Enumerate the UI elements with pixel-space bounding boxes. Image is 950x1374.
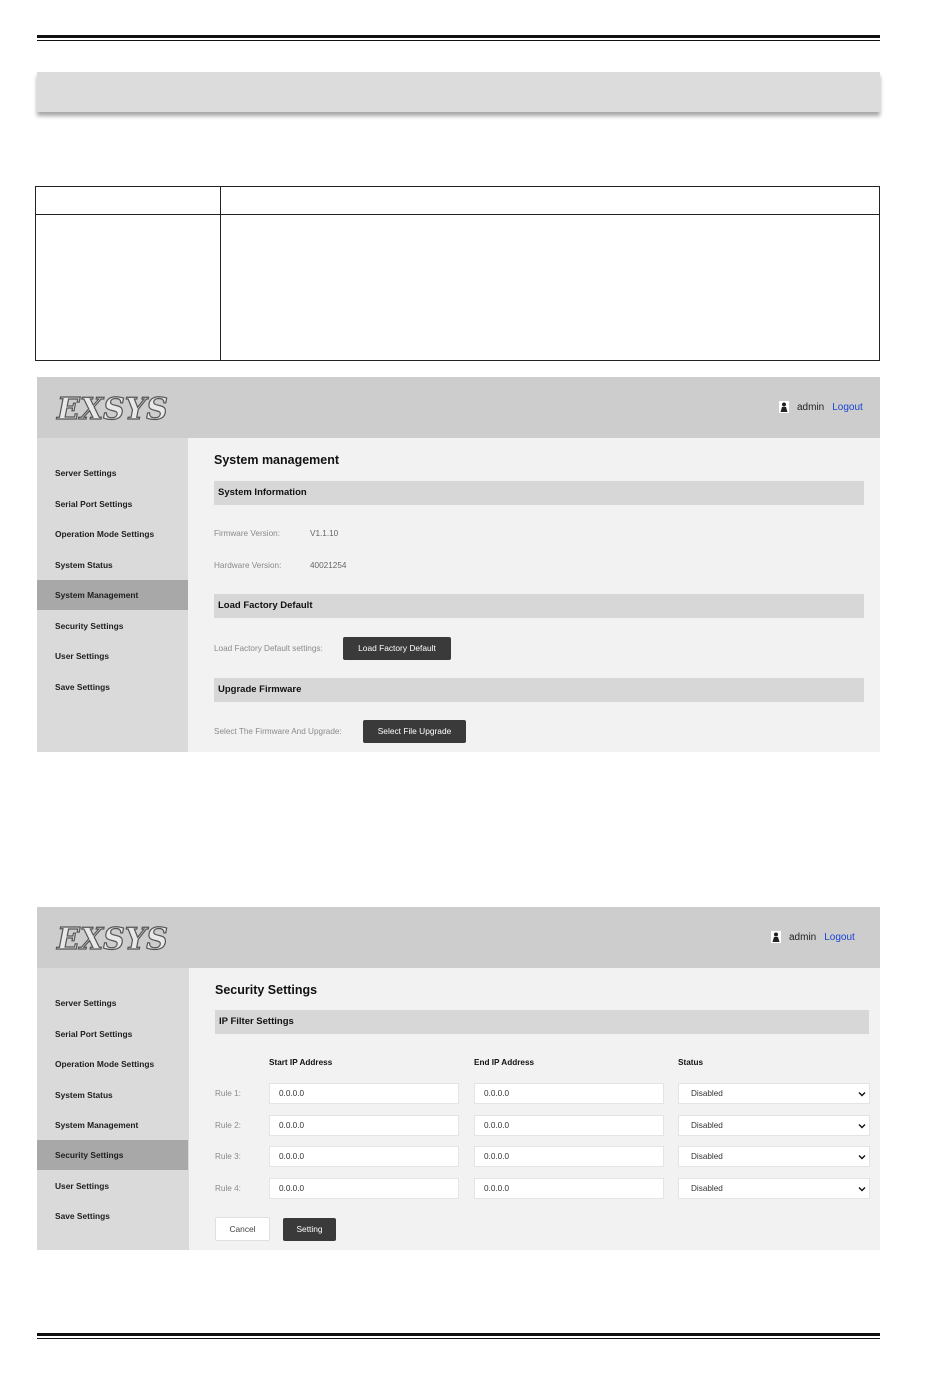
load-factory-default-button[interactable]: Load Factory Default (343, 637, 451, 660)
rule-label: Rule 2: (215, 1121, 241, 1130)
section-load-factory-default: Load Factory Default (214, 594, 864, 618)
chevron-down-icon (858, 1122, 866, 1130)
sidebar-item-security-settings[interactable]: Security Settings (55, 621, 124, 631)
table-header-row (36, 187, 879, 215)
cancel-button[interactable]: Cancel (215, 1217, 270, 1241)
sidebar-item-serial-port-settings[interactable]: Serial Port Settings (55, 499, 133, 509)
sidebar-item-operation-mode-settings[interactable]: Operation Mode Settings (55, 529, 155, 539)
table-divider (220, 187, 221, 360)
sidebar-item-save-settings[interactable]: Save Settings (55, 682, 110, 692)
column-end-ip: End IP Address (474, 1058, 535, 1067)
app-header (37, 377, 880, 438)
end-ip-input[interactable]: 0.0.0.0 (474, 1115, 664, 1136)
status-select[interactable] (678, 1115, 870, 1136)
sidebar-item-system-status[interactable]: System Status (55, 1090, 113, 1100)
sidebar-item-system-management[interactable]: System Management (55, 1120, 139, 1130)
start-ip-input[interactable]: 0.0.0.0 (269, 1083, 459, 1104)
hardware-label: Hardware Version: (214, 561, 282, 570)
chapter-heading-bar (37, 72, 880, 112)
chevron-down-icon (858, 1090, 866, 1098)
section-ip-filter-settings: IP Filter Settings (215, 1010, 869, 1034)
user-icon (771, 931, 781, 943)
firmware-label: Firmware Version: (214, 529, 280, 538)
sidebar-item-save-settings[interactable]: Save Settings (55, 1211, 110, 1221)
hardware-value: 40021254 (310, 561, 347, 570)
firmware-value: V1.1.10 (310, 529, 339, 538)
screenshot-system-management (37, 377, 880, 752)
load-factory-label: Load Factory Default settings: (214, 644, 323, 653)
sidebar-item-user-settings[interactable]: User Settings (55, 651, 109, 661)
logout-link[interactable]: Logout (824, 931, 855, 943)
logout-link[interactable]: Logout (832, 401, 863, 413)
end-ip-input[interactable]: 0.0.0.0 (474, 1178, 664, 1199)
section-upgrade-firmware: Upgrade Firmware (214, 678, 864, 702)
description-table (35, 186, 880, 361)
sidebar-item-user-settings[interactable]: User Settings (55, 1181, 109, 1191)
bottom-rule (37, 1333, 880, 1336)
end-ip-input[interactable]: 0.0.0.0 (474, 1083, 664, 1104)
status-value: Disabled (691, 1089, 723, 1098)
end-ip-input[interactable]: 0.0.0.0 (474, 1146, 664, 1167)
top-rule (37, 35, 880, 38)
sidebar-item-system-management[interactable]: System Management (37, 580, 188, 610)
page-title: System management (214, 453, 340, 467)
app-header (37, 907, 880, 968)
svg-text:EXSYS: EXSYS (57, 392, 168, 427)
sidebar (37, 438, 188, 752)
status-select[interactable] (678, 1178, 870, 1199)
start-ip-input[interactable]: 0.0.0.0 (269, 1178, 459, 1199)
rule-label: Rule 4: (215, 1184, 241, 1193)
rule-label: Rule 1: (215, 1089, 241, 1098)
status-value: Disabled (691, 1184, 723, 1193)
page-title: Security Settings (215, 983, 318, 997)
rule-label: Rule 3: (215, 1152, 241, 1161)
sidebar-item-server-settings[interactable]: Server Settings (55, 998, 117, 1008)
select-file-upgrade-button[interactable]: Select File Upgrade (363, 720, 466, 743)
sidebar-item-system-status[interactable]: System Status (55, 560, 113, 570)
column-status: Status (678, 1058, 704, 1067)
sidebar-item-security-settings[interactable]: Security Settings (37, 1140, 188, 1170)
user-icon (779, 401, 789, 413)
start-ip-input[interactable]: 0.0.0.0 (269, 1115, 459, 1136)
upgrade-label: Select The Firmware And Upgrade: (214, 727, 342, 736)
chevron-down-icon (858, 1185, 866, 1193)
status-select[interactable] (678, 1146, 870, 1167)
svg-text:EXSYS: EXSYS (57, 922, 168, 957)
chevron-down-icon (858, 1153, 866, 1161)
column-start-ip: Start IP Address (269, 1058, 333, 1067)
setting-button[interactable]: Setting (283, 1218, 336, 1241)
screenshot-security-settings (37, 907, 880, 1250)
user-box (771, 931, 855, 943)
status-value: Disabled (691, 1152, 723, 1161)
section-system-information: System Information (214, 481, 864, 505)
username: admin (797, 401, 825, 413)
sidebar-item-serial-port-settings[interactable]: Serial Port Settings (55, 1029, 133, 1039)
start-ip-input[interactable]: 0.0.0.0 (269, 1146, 459, 1167)
exsys-logo (55, 919, 168, 957)
username: admin (789, 931, 817, 943)
exsys-logo (55, 389, 168, 427)
sidebar (37, 968, 189, 1250)
user-box (779, 401, 863, 413)
status-value: Disabled (691, 1121, 723, 1130)
sidebar-item-server-settings[interactable]: Server Settings (55, 468, 117, 478)
sidebar-item-operation-mode-settings[interactable]: Operation Mode Settings (55, 1059, 155, 1069)
status-select[interactable] (678, 1083, 870, 1104)
